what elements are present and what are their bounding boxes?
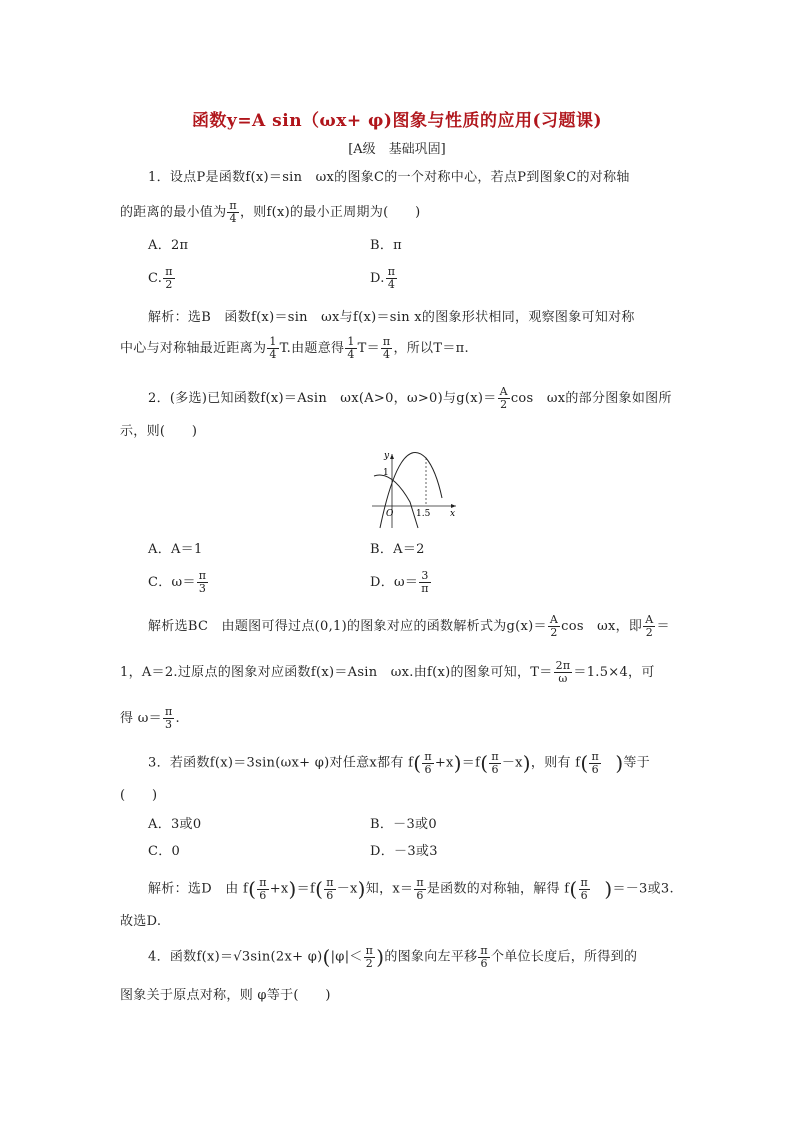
x-tick-label: 1.5 <box>416 509 431 519</box>
x-axis-label: x <box>450 509 456 519</box>
section-level-label: [A级 基础巩固] <box>348 142 446 157</box>
q2-answer-line3: 得 ω＝ $\frac{\pi}{3}$ . <box>120 705 180 731</box>
cosine-curve <box>374 475 418 528</box>
q1-line1: 1．设点P是函数f(x)＝sin ωx的图象C的一个对称中心，若点P到图象C的对称轴 <box>148 170 630 185</box>
x-axis-arrow <box>451 504 456 508</box>
q3-answer-line1: 解析：选D 由 f( $\frac{\pi}{6}$ +x)＝f( $\frac{\pi}{6}$ －x)知，x＝ $\frac{\pi}{6}$ 是函数的对称轴，解得 f( $\frac{\pi}{6}$ )＝－3或3. <box>148 875 674 902</box>
y-axis-label: y <box>384 451 390 461</box>
q2-option-b: B．A＝2 <box>370 542 425 557</box>
origin-label: O <box>386 509 394 519</box>
q2-option-c: C．ω＝ $\frac{\pi}{3}$ <box>148 569 207 595</box>
q3-option-a: A．3或0 <box>148 817 202 832</box>
q3-option-c: C．0 <box>148 844 181 859</box>
q4-line2: 图象关于原点对称，则 φ等于( ) <box>120 988 331 1003</box>
q3-option-b: B．－3或0 <box>370 817 437 832</box>
q2-answer-line2: 1，A＝2.过原点的图象对应函数f(x)＝Asin ωx.由f(x)的图象可知，T＝ $\frac{2\pi}{\omega}$ ＝1.5×4，可 <box>120 659 655 685</box>
q2-option-a: A．A＝1 <box>148 542 203 557</box>
q1-line2-pre: 的距离的最小值为 <box>120 205 227 220</box>
y-tick-label: 1 <box>383 468 389 478</box>
q1-answer-line2: 中心与对称轴最近距离为 $\frac{1}{4}$ T.由题意得 $\frac{1}{4}$ T＝ $\frac{\pi}{4}$ ，所以T＝π. <box>120 335 469 361</box>
q1-option-c: C. $\frac{\pi}{2}$ <box>148 265 173 291</box>
y-axis-arrow <box>390 454 394 459</box>
q3-line2: ( ) <box>120 788 158 803</box>
q2-answer-line1: 解析选BC 由题图可得过点(0,1)的图象对应的函数解析式为g(x)＝ $\frac{A}{2}$ cos ωx，即 $\frac{A}{2}$ ＝ <box>148 613 670 639</box>
q2-line2: 示，则( ) <box>120 424 198 439</box>
q1-option-b: B．π <box>370 238 402 253</box>
q1-frac: $\frac{\pi}{4}$ <box>229 199 237 225</box>
q1-line2 <box>120 200 420 226</box>
q1-answer-line1: 解析：选B 函数f(x)＝sin ωx与f(x)＝sin x的图象形状相同，观察图象可知对称 <box>148 310 635 325</box>
q3-answer-line2: 故选D. <box>120 914 162 929</box>
q1-line2-post: ，则f(x)的最小正周期为( ) <box>239 205 421 220</box>
q4-line1: 4．函数f(x)＝√3sin(2x+ φ)(|φ|＜ $\frac{\pi}{2}$ )的图象向左平移 $\frac{\pi}{6}$ 个单位长度后，所得到的 <box>148 943 638 970</box>
q1-option-a: A．2π <box>148 238 189 253</box>
q1-option-d: D. $\frac{\pi}{4}$ <box>370 265 396 291</box>
q3-option-d: D．－3或3 <box>370 844 438 859</box>
q3-line1: 3．若函数f(x)＝3sin(ωx+ φ)对任意x都有 f( $\frac{\pi}{6}$ +x)＝f( $\frac{\pi}{6}$ －x)，则有 f( $\frac{\pi}{6}$ )等于 <box>148 749 651 776</box>
q2-function-graph <box>370 450 458 530</box>
q2-line1: 2．(多选)已知函数f(x)＝Asin ωx(A>0，ω>0)与g(x)＝ $\frac{A}{2}$ cos ωx的部分图象如图所 <box>148 385 672 411</box>
q2-option-d: D．ω＝ $\frac{3}{\pi}$ <box>370 569 429 595</box>
page-title: 函数y=A sin（ωx+ φ)图象与性质的应用(习题课) <box>191 111 603 131</box>
